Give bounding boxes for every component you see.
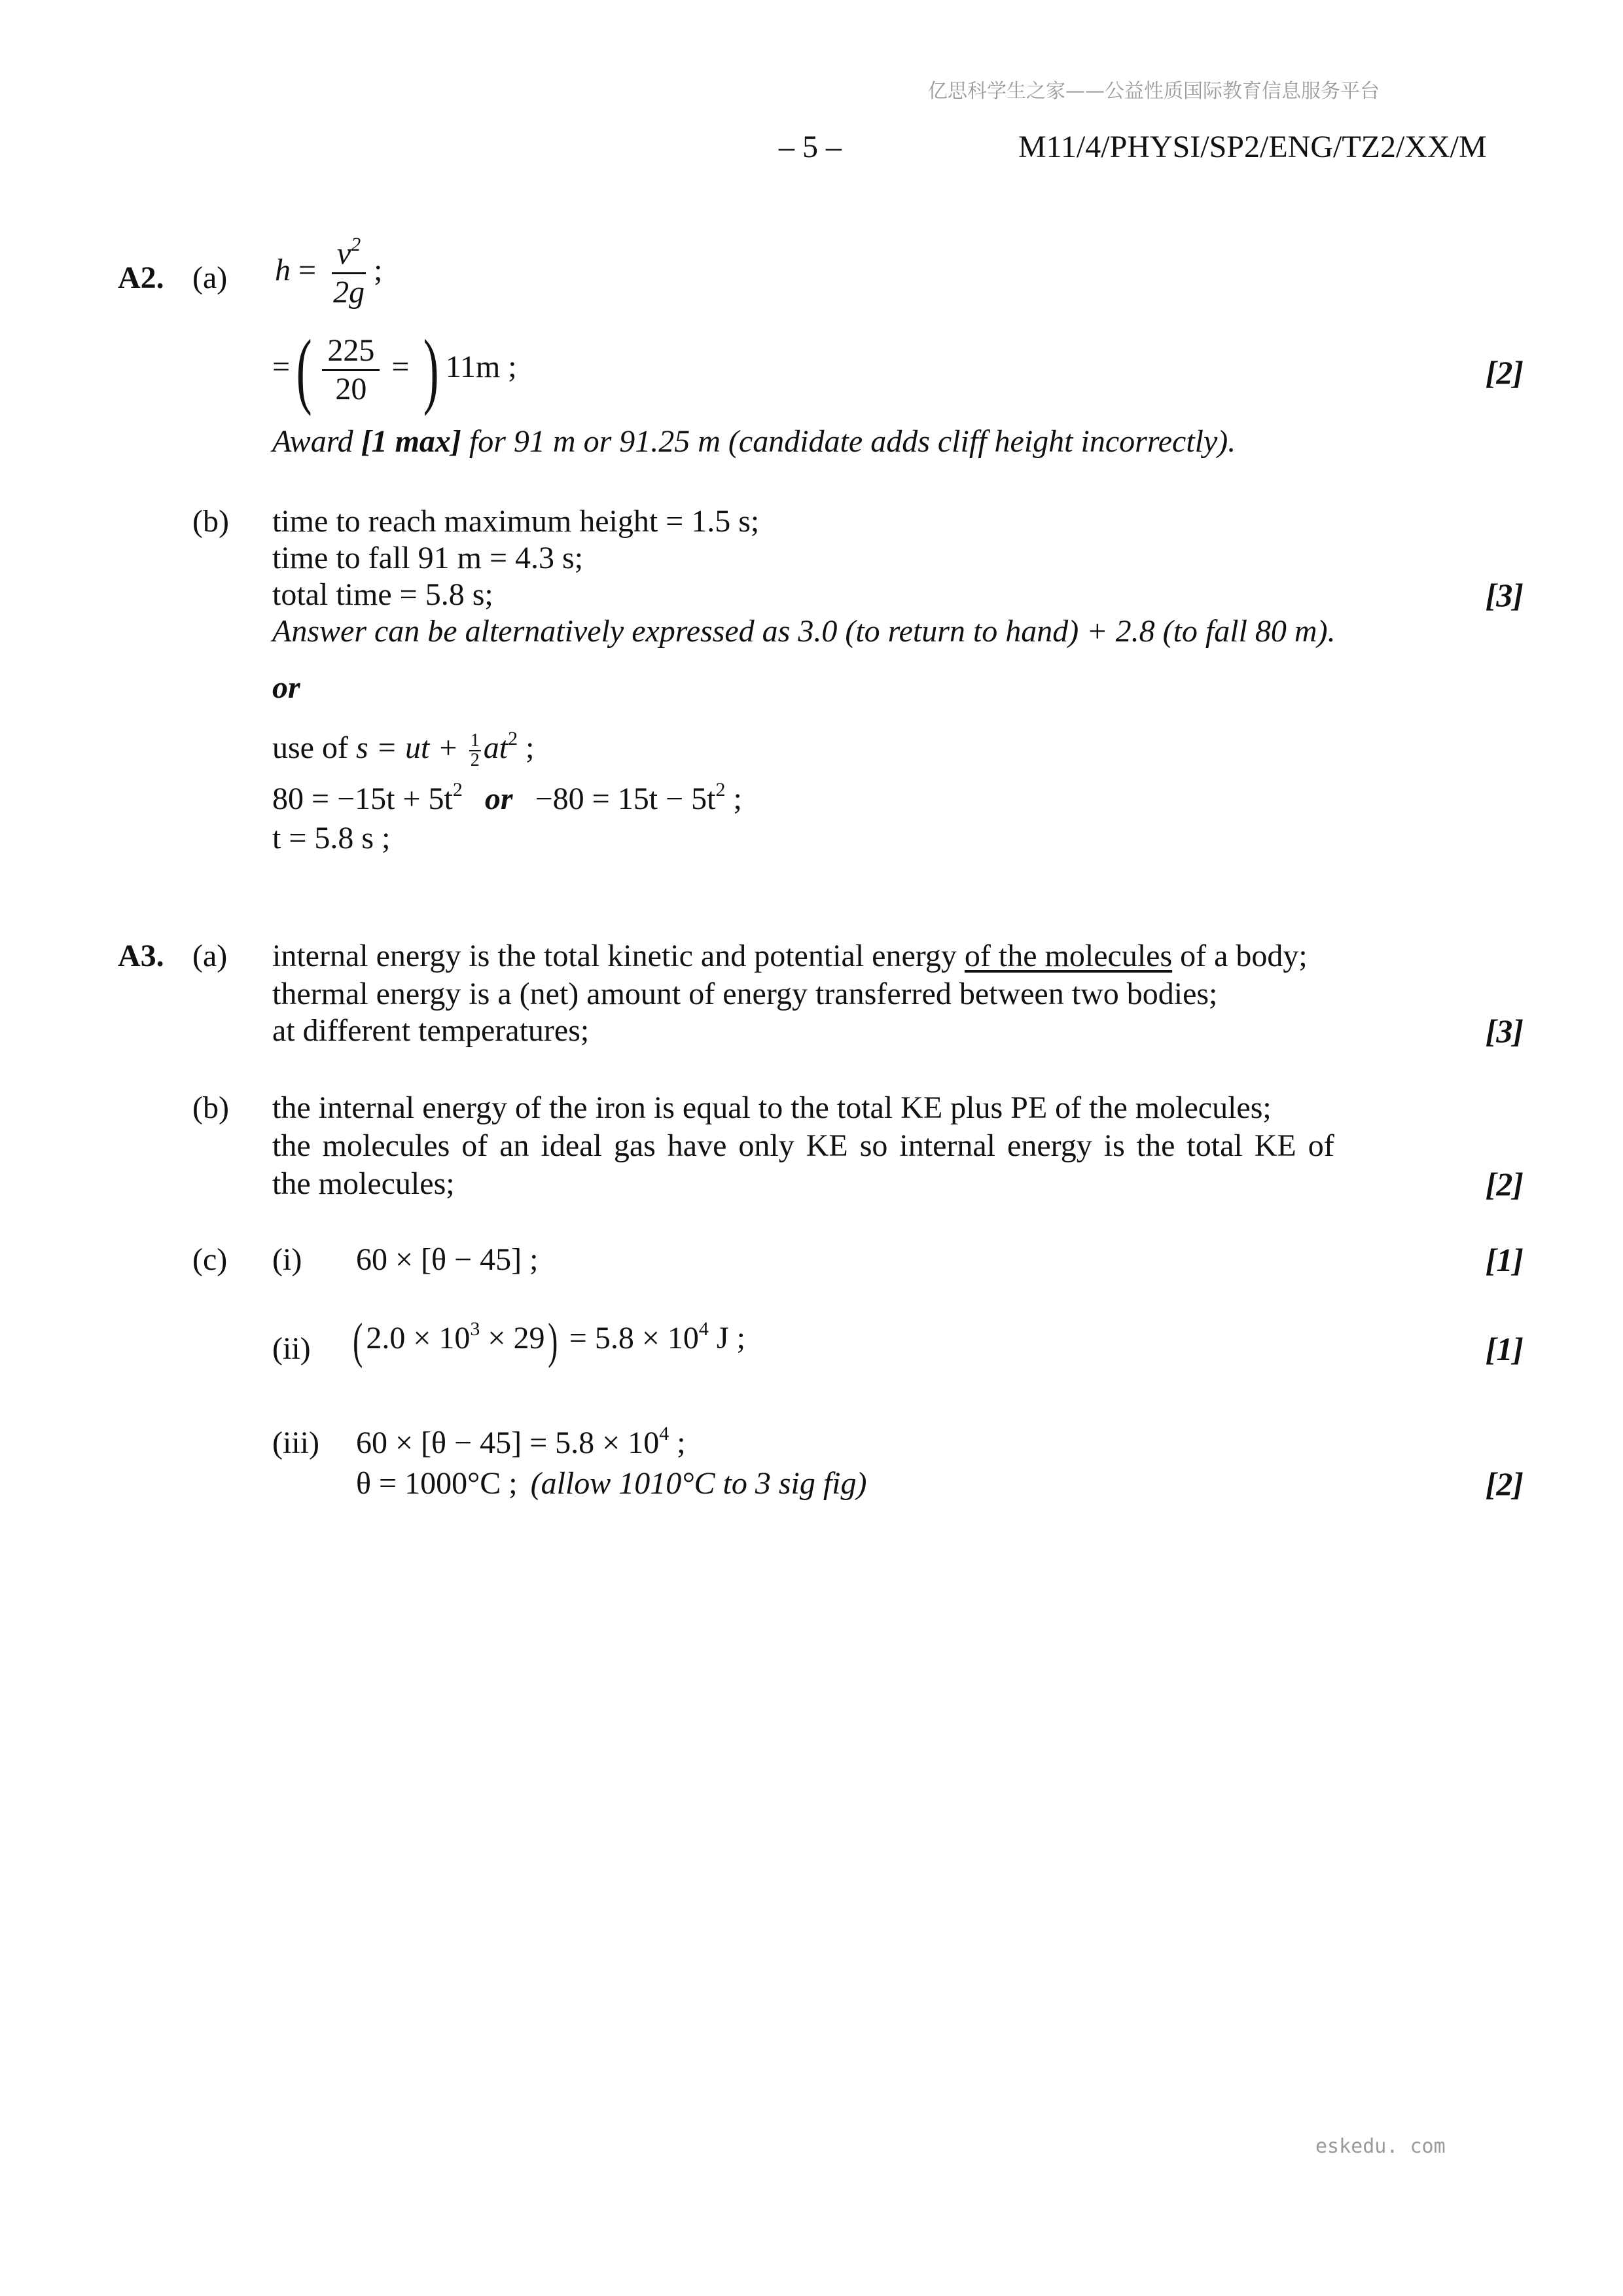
result-11m: 11m ; xyxy=(445,350,517,385)
a3-a-line1-underlined: of the molecules xyxy=(964,939,1173,973)
watermark-bottom: eskedu. com xyxy=(1315,2135,1446,2158)
eq-sign-2: = xyxy=(272,350,291,385)
a2-a-equation-1 xyxy=(275,236,382,311)
question-label-a3: A3. xyxy=(118,939,164,973)
note-post: for 91 m or 91.25 m (candidate adds cliff height incorrectly). xyxy=(461,424,1236,459)
a3-c-ii-text xyxy=(349,1313,745,1369)
a3-c-iii-line-2 xyxy=(356,1465,867,1503)
half-den: 2 xyxy=(470,749,480,770)
frac-num: v xyxy=(336,236,351,271)
question-label-a2: A2. xyxy=(118,260,164,295)
use-of-end: ; xyxy=(518,730,535,765)
a3-a-line1-post: of a body; xyxy=(1172,939,1308,973)
eq-sign: = xyxy=(291,253,325,288)
a3-c-i-text: 60 × [θ − 45] ; xyxy=(356,1242,539,1277)
a3-c-i-label: (i) xyxy=(272,1242,302,1277)
use-of-eq: s = ut + xyxy=(355,730,467,765)
a2-b-line-1: time to reach maximum height = 1.5 s; xyxy=(272,504,760,539)
eq-right: −80 = 15t − 5t xyxy=(535,781,716,816)
note-bold: [1 max] xyxy=(361,424,461,459)
eq-sign-3: = xyxy=(383,350,418,385)
a3-part-c-label: (c) xyxy=(192,1242,228,1277)
frac-num-sup: 2 xyxy=(351,234,361,255)
mark-a3-c-i: [1] xyxy=(1485,1242,1524,1278)
a3-c-iii-label: (iii) xyxy=(272,1426,319,1460)
fraction-225-20 xyxy=(322,332,380,408)
eq-right-sup: 2 xyxy=(715,779,726,800)
a3-a-line-3: at different temperatures; xyxy=(272,1013,590,1048)
watermark-top: 亿思科学生之家——公益性质国际教育信息服务平台 xyxy=(928,80,1380,103)
mark-a3-a: [3] xyxy=(1485,1013,1524,1049)
ii-result: = 5.8 × 10 xyxy=(561,1321,699,1355)
iii-line2: θ = 1000°C ; xyxy=(356,1466,518,1501)
close-paren: ) xyxy=(423,323,440,417)
ii-inner-sup: 3 xyxy=(470,1318,480,1340)
use-of-sup: 2 xyxy=(508,728,518,749)
a2-part-b-label: (b) xyxy=(192,504,229,539)
a3-a-line1-pre: internal energy is the total kinetic and potential energy xyxy=(272,939,965,973)
use-of-pre: use of xyxy=(272,730,356,765)
a3-c-ii-label: (ii) xyxy=(272,1331,311,1366)
a2-a-award-note xyxy=(272,423,1236,461)
a2-b-or: or xyxy=(272,670,300,705)
a3-b-line-2: the molecules of an ideal gas have only KE so internal energy is the total KE of xyxy=(272,1128,1334,1163)
eq-or: or xyxy=(484,781,513,816)
a2-b-equations xyxy=(272,780,742,818)
document-code: M11/4/PHYSI/SP2/ENG/TZ2/XX/M xyxy=(1018,130,1487,164)
a3-a-line-2: thermal energy is a (net) amount of energy transferred between two bodies; xyxy=(272,977,1218,1011)
a2-b-line-3: total time = 5.8 s; xyxy=(272,577,493,612)
a2-b-use-of xyxy=(272,729,534,770)
ii-close-paren: ) xyxy=(548,1313,558,1369)
ii-inner: 2.0 × 10 xyxy=(366,1321,471,1355)
iii-line1-sup: 4 xyxy=(659,1423,669,1444)
a3-b-line-1: the internal energy of the iron is equal to the total KE plus PE of the molecules; xyxy=(272,1090,1272,1125)
ii-result-sup: 4 xyxy=(698,1318,709,1340)
frac2-den: 20 xyxy=(335,371,367,406)
half-num: 1 xyxy=(470,730,480,751)
mark-a3-b: [2] xyxy=(1485,1166,1524,1202)
a3-c-iii-line-1 xyxy=(356,1424,686,1462)
eq-left: 80 = −15t + 5t xyxy=(272,781,453,816)
semicolon: ; xyxy=(374,253,383,288)
a2-part-a-label: (a) xyxy=(192,260,228,295)
a3-part-a-label: (a) xyxy=(192,939,228,973)
iii-line1-end: ; xyxy=(669,1426,686,1460)
ii-open-paren: ( xyxy=(353,1313,363,1369)
a2-b-final: t = 5.8 s ; xyxy=(272,821,391,855)
page-number: – 5 – xyxy=(779,130,842,164)
note-pre: Award xyxy=(272,424,361,459)
a2-b-note: Answer can be alternatively expressed as 3.0 (to return to hand) + 2.8 (to fall 80 m). xyxy=(272,614,1336,649)
use-of-post: at xyxy=(483,730,508,765)
open-paren: ( xyxy=(296,323,312,417)
a2-a-equation-2 xyxy=(272,323,517,417)
mark-a3-c-ii: [1] xyxy=(1485,1331,1524,1367)
a3-part-b-label: (b) xyxy=(192,1090,229,1125)
ii-inner-post: × 29 xyxy=(480,1321,545,1355)
a2-b-line-2: time to fall 91 m = 4.3 s; xyxy=(272,541,584,575)
fraction-v2-2g xyxy=(328,236,370,311)
mark-a3-c-iii: [2] xyxy=(1485,1465,1524,1502)
eq-left-sup: 2 xyxy=(452,779,463,800)
ii-result-post: J ; xyxy=(708,1321,745,1355)
mark-a2-a: [2] xyxy=(1485,354,1524,391)
a3-a-line-1 xyxy=(272,937,1308,975)
mark-a2-b: [3] xyxy=(1485,577,1524,613)
var-h: h xyxy=(275,253,291,288)
one-half xyxy=(469,732,481,770)
iii-line2-note: (allow 1010°C to 3 sig fig) xyxy=(530,1466,867,1501)
iii-line1: 60 × [θ − 45] = 5.8 × 10 xyxy=(356,1426,660,1460)
eq-end: ; xyxy=(725,781,742,816)
a3-b-line-3: the molecules; xyxy=(272,1166,455,1201)
frac-den: 2g xyxy=(333,275,365,310)
frac2-num: 225 xyxy=(322,332,380,371)
